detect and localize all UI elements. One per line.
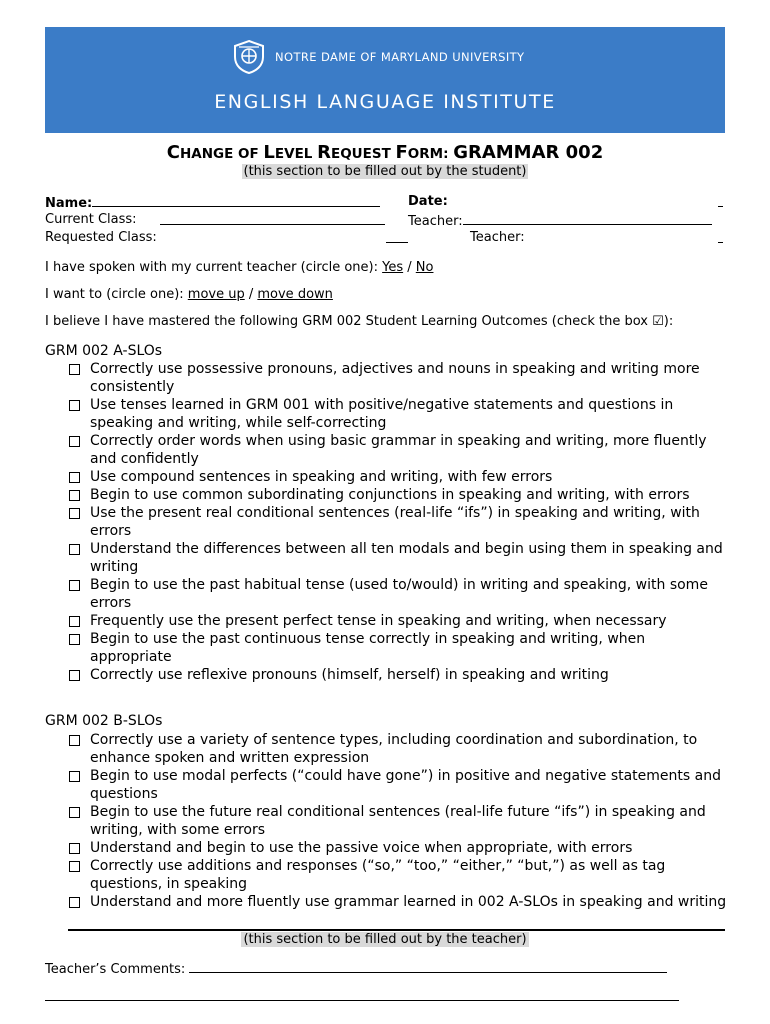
title-initial: L [263, 142, 275, 163]
header-banner [45, 27, 725, 133]
teacher2-field [470, 229, 525, 247]
slo-item [68, 803, 728, 839]
section-b-heading: GRM 002 B-SLOs [45, 713, 163, 729]
slo-item [68, 630, 728, 666]
section-a-heading: GRM 002 A-SLOs [45, 343, 163, 359]
spoken-prefix: I have spoken with my current teacher (circle one): [45, 260, 383, 275]
date-label: Date: [408, 194, 448, 209]
section-b-list [68, 731, 728, 911]
checkbox[interactable] [69, 508, 80, 519]
checkbox[interactable] [69, 400, 80, 411]
title-course: GRAMMAR 002 [453, 142, 604, 163]
checkbox[interactable] [69, 580, 80, 591]
checkbox[interactable] [69, 472, 80, 483]
checkbox[interactable] [69, 843, 80, 854]
slo-text: Understand the differences between all ten modals and begin using them in speaking and writing [90, 541, 723, 575]
slo-item [68, 504, 728, 540]
slo-item [68, 612, 728, 630]
slo-item [68, 576, 728, 612]
title-smallcaps: EQUEST [330, 146, 396, 162]
slo-item [68, 839, 728, 857]
slo-text: Begin to use modal perfects (“could have gone”) in positive and negative statements and questions [90, 768, 721, 802]
teacher-comments-line-2[interactable] [45, 987, 679, 1001]
slo-item [68, 486, 728, 504]
slo-item [68, 731, 728, 767]
slo-text: Understand and more fluently use grammar learned in 002 A-SLOs in speaking and writing [90, 894, 727, 910]
checkbox[interactable] [69, 634, 80, 645]
slo-item [68, 360, 728, 396]
university-seal-icon [231, 39, 267, 75]
student-section-note [0, 164, 770, 179]
date-field [408, 193, 448, 211]
teacher-field [408, 211, 712, 231]
checkbox[interactable] [69, 544, 80, 555]
title-smallcaps: HANGE OF [179, 146, 264, 162]
slo-item [68, 540, 728, 576]
checkbox[interactable] [69, 771, 80, 782]
slo-text: Begin to use the future real conditional sentences (real-life future “ifs”) in speaking and writing, with some errors [90, 804, 706, 838]
slo-text: Begin to use common subordinating conjunctions in speaking and writing, with errors [90, 487, 690, 503]
title-smallcaps: EVEL [274, 146, 318, 162]
teacher-input-line[interactable] [463, 211, 712, 225]
requested-class-label: Requested Class: [45, 230, 157, 245]
slo-item [68, 396, 728, 432]
checkbox[interactable] [69, 735, 80, 746]
want-prefix: I want to (circle one): [45, 287, 188, 302]
teacher-comments-field [45, 959, 667, 979]
slo-item [68, 857, 728, 893]
section-a-list [68, 360, 728, 684]
slo-item [68, 468, 728, 486]
form-title [0, 142, 770, 165]
requested-class-field [45, 229, 157, 247]
slo-text: Frequently use the present perfect tense in speaking and writing, when necessary [90, 613, 667, 629]
title-initial: F [395, 142, 408, 163]
slo-item [68, 432, 728, 468]
teacher-label: Teacher: [408, 214, 463, 229]
spoken-statement [45, 259, 433, 277]
move-down-option[interactable]: move down [257, 287, 333, 302]
slo-text: Use compound sentences in speaking and writing, with few errors [90, 469, 553, 485]
slo-text: Begin to use the past continuous tense correctly in speaking and writing, when appropriate [90, 631, 646, 665]
option-separator: / [403, 260, 416, 275]
slo-text: Correctly use additions and responses (“so,” “too,” “either,” “but,”) as well as tag questions, in speaking [90, 858, 666, 892]
option-separator: / [244, 287, 258, 302]
slo-text: Begin to use the past habitual tense (used to/would) in writing and speaking, with some errors [90, 577, 708, 611]
slo-item [68, 666, 728, 684]
slo-item [68, 893, 728, 911]
slo-text: Use the present real conditional sentences (real-life “ifs”) in speaking and writing, with errors [90, 505, 700, 539]
requested-class-input-line[interactable] [386, 229, 408, 243]
checkbox[interactable] [69, 364, 80, 375]
slo-text: Understand and begin to use the passive voice when appropriate, with errors [90, 840, 633, 856]
institute-name: ENGLISH LANGUAGE INSTITUTE [214, 91, 556, 113]
checkbox[interactable] [69, 616, 80, 627]
current-class-field [45, 211, 137, 229]
teacher-section-note [0, 931, 770, 949]
slo-text: Use tenses learned in GRM 001 with positive/negative statements and questions in speaking and writing, while self-correcting [90, 397, 674, 431]
slo-text: Correctly use possessive pronouns, adjectives and nouns in speaking and writing more consistently [90, 361, 700, 395]
slo-text: Correctly use reflexive pronouns (himself, herself) in speaking and writing [90, 667, 609, 683]
checkbox[interactable] [69, 436, 80, 447]
title-initial: C [166, 142, 180, 163]
checkbox[interactable] [69, 490, 80, 501]
teacher-comments-label: Teacher’s Comments: [45, 962, 186, 977]
checkbox[interactable] [69, 670, 80, 681]
checkbox[interactable] [69, 897, 80, 908]
teacher2-input-line[interactable] [718, 229, 723, 243]
title-initial: R [317, 142, 331, 163]
checkbox[interactable] [69, 861, 80, 872]
move-up-option[interactable]: move up [187, 287, 245, 302]
current-class-input-line[interactable] [160, 211, 385, 225]
current-class-label: Current Class: [45, 212, 137, 227]
teacher-note-text: (this section to be filled out by the teacher) [243, 932, 527, 947]
brand-row [231, 39, 524, 75]
yes-option[interactable]: Yes [382, 260, 404, 275]
student-note-text: (this section to be filled out by the student) [243, 164, 527, 179]
teacher-comments-input-line[interactable] [189, 959, 667, 973]
slo-item [68, 767, 728, 803]
no-option[interactable]: No [415, 260, 434, 275]
university-name: NOTRE DAME OF MARYLAND UNIVERSITY [275, 50, 525, 64]
name-field [45, 193, 380, 213]
date-input-line[interactable] [718, 193, 723, 207]
teacher2-label: Teacher: [470, 230, 525, 245]
want-statement [45, 286, 333, 304]
slo-text: Correctly order words when using basic grammar in speaking and writing, more fluently and confidently [90, 433, 707, 467]
name-label: Name: [45, 196, 93, 211]
title-smallcaps: ORM: [407, 146, 454, 162]
name-input-line[interactable] [92, 193, 380, 207]
mastered-statement: I believe I have mastered the following GRM 002 Student Learning Outcomes (check the box ☑): [45, 314, 674, 329]
slo-text: Correctly use a variety of sentence types, including coordination and subordination, to enhance spoken and written expression [90, 732, 698, 766]
checkbox[interactable] [69, 807, 80, 818]
